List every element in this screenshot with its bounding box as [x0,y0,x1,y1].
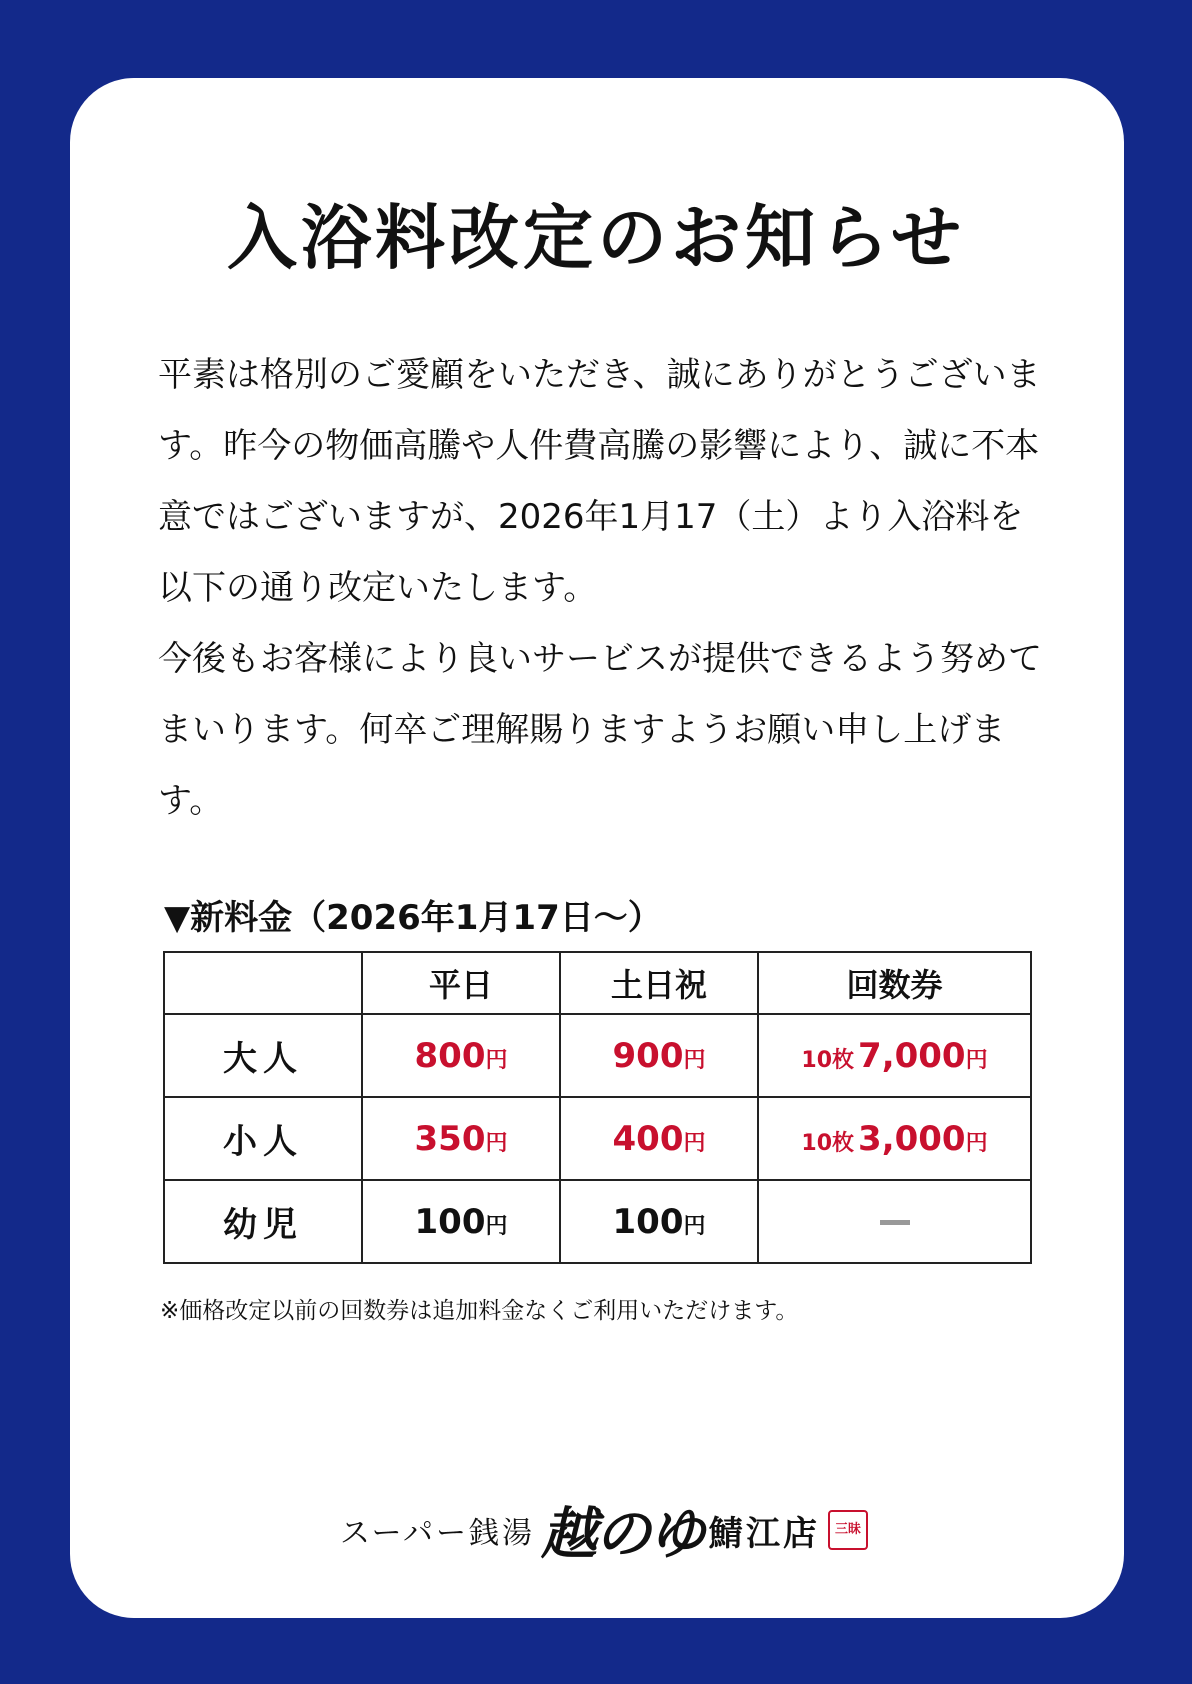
footer-brand [340,1490,868,1570]
price-amount: 100 [612,1201,684,1242]
price-table-header-row [164,952,1031,1014]
yen-unit: 円 [683,1130,706,1156]
dash-icon [880,1220,910,1225]
ticket-count: 10枚 [801,1130,855,1156]
intro-text [158,340,1048,837]
header-weekend: 土日祝 [560,952,758,1014]
brand-logo: 越のゆ [541,1501,703,1567]
header-weekday: 平日 [362,952,560,1014]
child-ticket-price [758,1097,1031,1180]
table-row [164,1097,1031,1180]
notice-card [70,78,1124,1618]
adult-ticket-price [758,1014,1031,1097]
ticket-count: 10枚 [801,1047,855,1073]
yen-unit: 円 [485,1130,508,1156]
new-price-heading: ▼新料金（2026年1月17日〜） [164,898,662,938]
price-table [163,951,1032,1264]
child-weekday-price [362,1097,560,1180]
price-amount: 800 [414,1035,486,1076]
header-empty [164,952,362,1014]
infant-weekday-price [362,1180,560,1263]
yen-unit: 円 [965,1130,988,1156]
yen-unit: 円 [965,1047,988,1073]
seal-stamp-icon: 三昧 [828,1510,868,1550]
infant-weekend-price [560,1180,758,1263]
price-amount: 900 [612,1035,684,1076]
intro-paragraph-2: 今後もお客様により良いサービスが提供できるよう努めてまいります。何卒ご理解賜りますようお願い申し上げます。 [158,639,1042,821]
footer-prefix: スーパー銭湯 [340,1516,535,1551]
yen-unit: 円 [485,1213,508,1239]
adult-weekday-price [362,1014,560,1097]
price-amount: 3,000 [858,1118,966,1159]
yen-unit: 円 [683,1213,706,1239]
footnote: ※価格改定以前の回数券は追加料金なくご利用いただけます。 [160,1298,799,1324]
child-weekend-price [560,1097,758,1180]
footer-branch: 鯖江店 [709,1513,820,1554]
row-label-child: 小人 [164,1097,362,1180]
intro-paragraph-1: 平素は格別のご愛顧をいただき、誠にありがとうございます。昨今の物価高騰や人件費高騰の影響により、誠に不本意ではございますが、2026年1月17（土）より入浴料を以下の通り改定いたします。 [158,355,1041,608]
yen-unit: 円 [485,1047,508,1073]
price-amount: 400 [612,1118,684,1159]
row-label-infant: 幼児 [164,1180,362,1263]
row-label-adult: 大人 [164,1014,362,1097]
yen-unit: 円 [683,1047,706,1073]
adult-weekend-price [560,1014,758,1097]
table-row [164,1014,1031,1097]
price-amount: 350 [414,1118,486,1159]
infant-ticket-price [758,1180,1031,1263]
table-row [164,1180,1031,1263]
price-amount: 7,000 [858,1035,966,1076]
price-amount: 100 [414,1201,486,1242]
header-ticket: 回数券 [758,952,1031,1014]
page-title: 入浴料改定のお知らせ [227,197,965,279]
